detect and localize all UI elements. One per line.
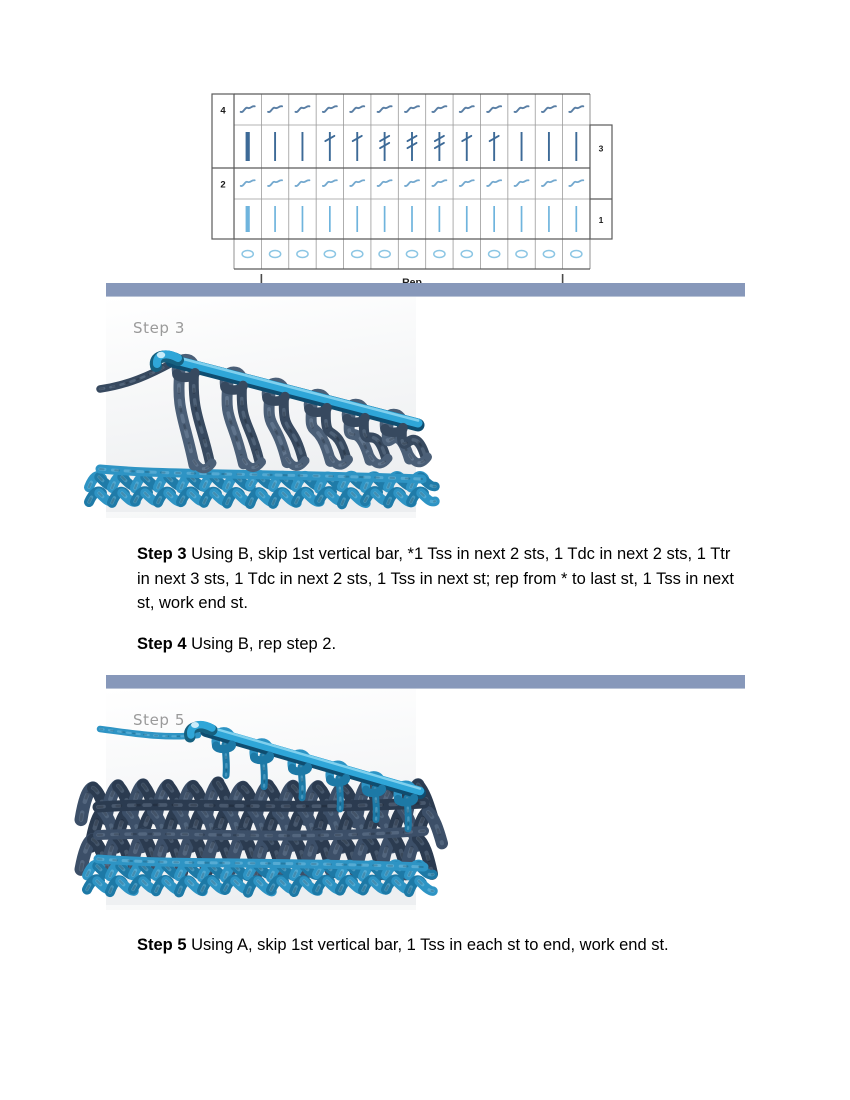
- step4-body: Using B, rep step 2.: [186, 635, 337, 653]
- step5-body: Using A, skip 1st vertical bar, 1 Tss in each st to end, work end st.: [186, 936, 669, 954]
- svg-text:4: 4: [220, 105, 226, 117]
- section-divider-bottom: [106, 675, 745, 689]
- figure-step3: [106, 297, 416, 518]
- stitch-chart: [212, 92, 636, 270]
- figure-step3-label: Step 3: [133, 319, 186, 337]
- stitch-chart-svg: [212, 92, 636, 270]
- step4-lead: Step 4: [137, 635, 187, 653]
- svg-text:2: 2: [220, 179, 226, 191]
- section-divider-top: [106, 283, 745, 297]
- paragraph-step5: [137, 933, 745, 958]
- svg-text:1: 1: [598, 215, 604, 225]
- svg-text:3: 3: [598, 143, 604, 154]
- paragraph-step3: [137, 542, 745, 616]
- figure-step5-label: Step 5: [133, 711, 186, 729]
- figure-step5: [106, 689, 416, 910]
- step3-lead: Step 3: [137, 545, 187, 563]
- step3-body: Using B, skip 1st vertical bar, *1 Tss in next 2 sts, 1 Tdc in next 2 sts, 1 Ttr in next 3 sts, 1 Tdc in next 2 sts, 1 Tss in next st; rep from * to last st, 1 Tss in next st, work end st.: [137, 545, 735, 613]
- step5-lead: Step 5: [137, 936, 187, 954]
- paragraph-step4: [137, 632, 745, 657]
